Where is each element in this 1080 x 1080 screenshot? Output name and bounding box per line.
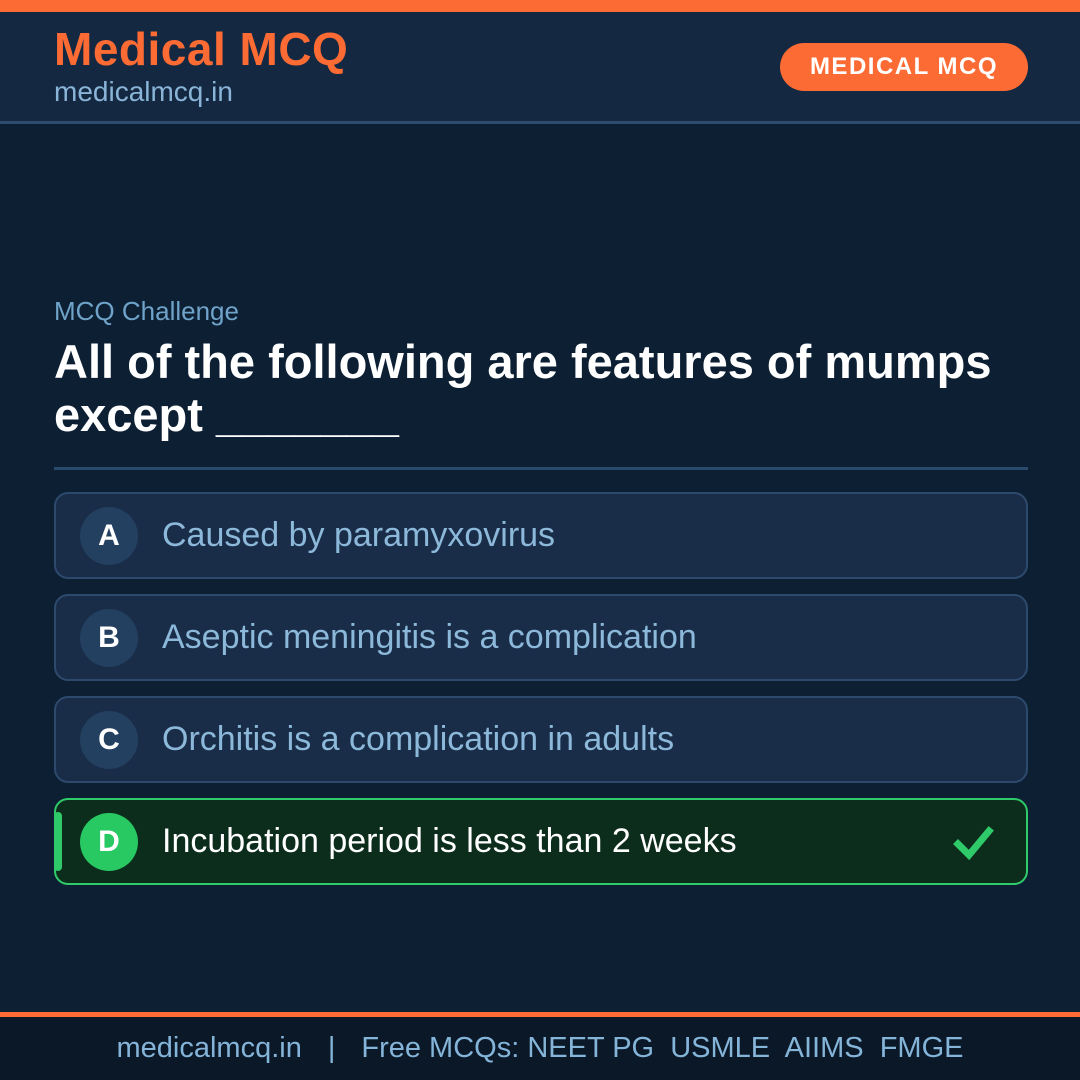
check-icon [950,819,996,865]
brand-badge: MEDICAL MCQ [780,43,1028,91]
header [0,12,1080,124]
footer-separator: | [327,1032,336,1064]
top-accent-bar [0,0,1080,12]
option-a-label: Caused by paramyxovirus [162,516,556,555]
option-c-letter-badge: C [80,711,138,769]
brand-block [54,25,348,107]
options-list [54,492,1028,885]
question-text: All of the following are features of mumps except _______ [54,335,992,442]
correct-accent-bar [54,812,62,871]
option-d-letter-badge: D [80,813,138,871]
option-d[interactable] [54,798,1028,885]
option-c[interactable] [54,696,1028,783]
quiz-card [0,124,1080,1012]
footer-site: medicalmcq.in [116,1032,302,1064]
brand-subtitle: medicalmcq.in [54,75,233,107]
footer-tagline: Free MCQs: NEET PG USMLE AIIMS FMGE [361,1032,964,1064]
option-a-letter-badge: A [80,507,138,565]
question-divider [54,467,1028,470]
option-c-label: Orchitis is a complication in adults [162,720,675,759]
option-b-letter-badge: B [80,609,138,667]
option-b[interactable] [54,594,1028,681]
option-b-label: Aseptic meningitis is a complication [162,618,697,657]
option-a[interactable] [54,492,1028,579]
footer [0,1017,1080,1080]
option-d-label: Incubation period is less than 2 weeks [162,822,737,861]
brand-title: Medical MCQ [54,23,349,76]
question-label: MCQ Challenge [54,296,239,326]
